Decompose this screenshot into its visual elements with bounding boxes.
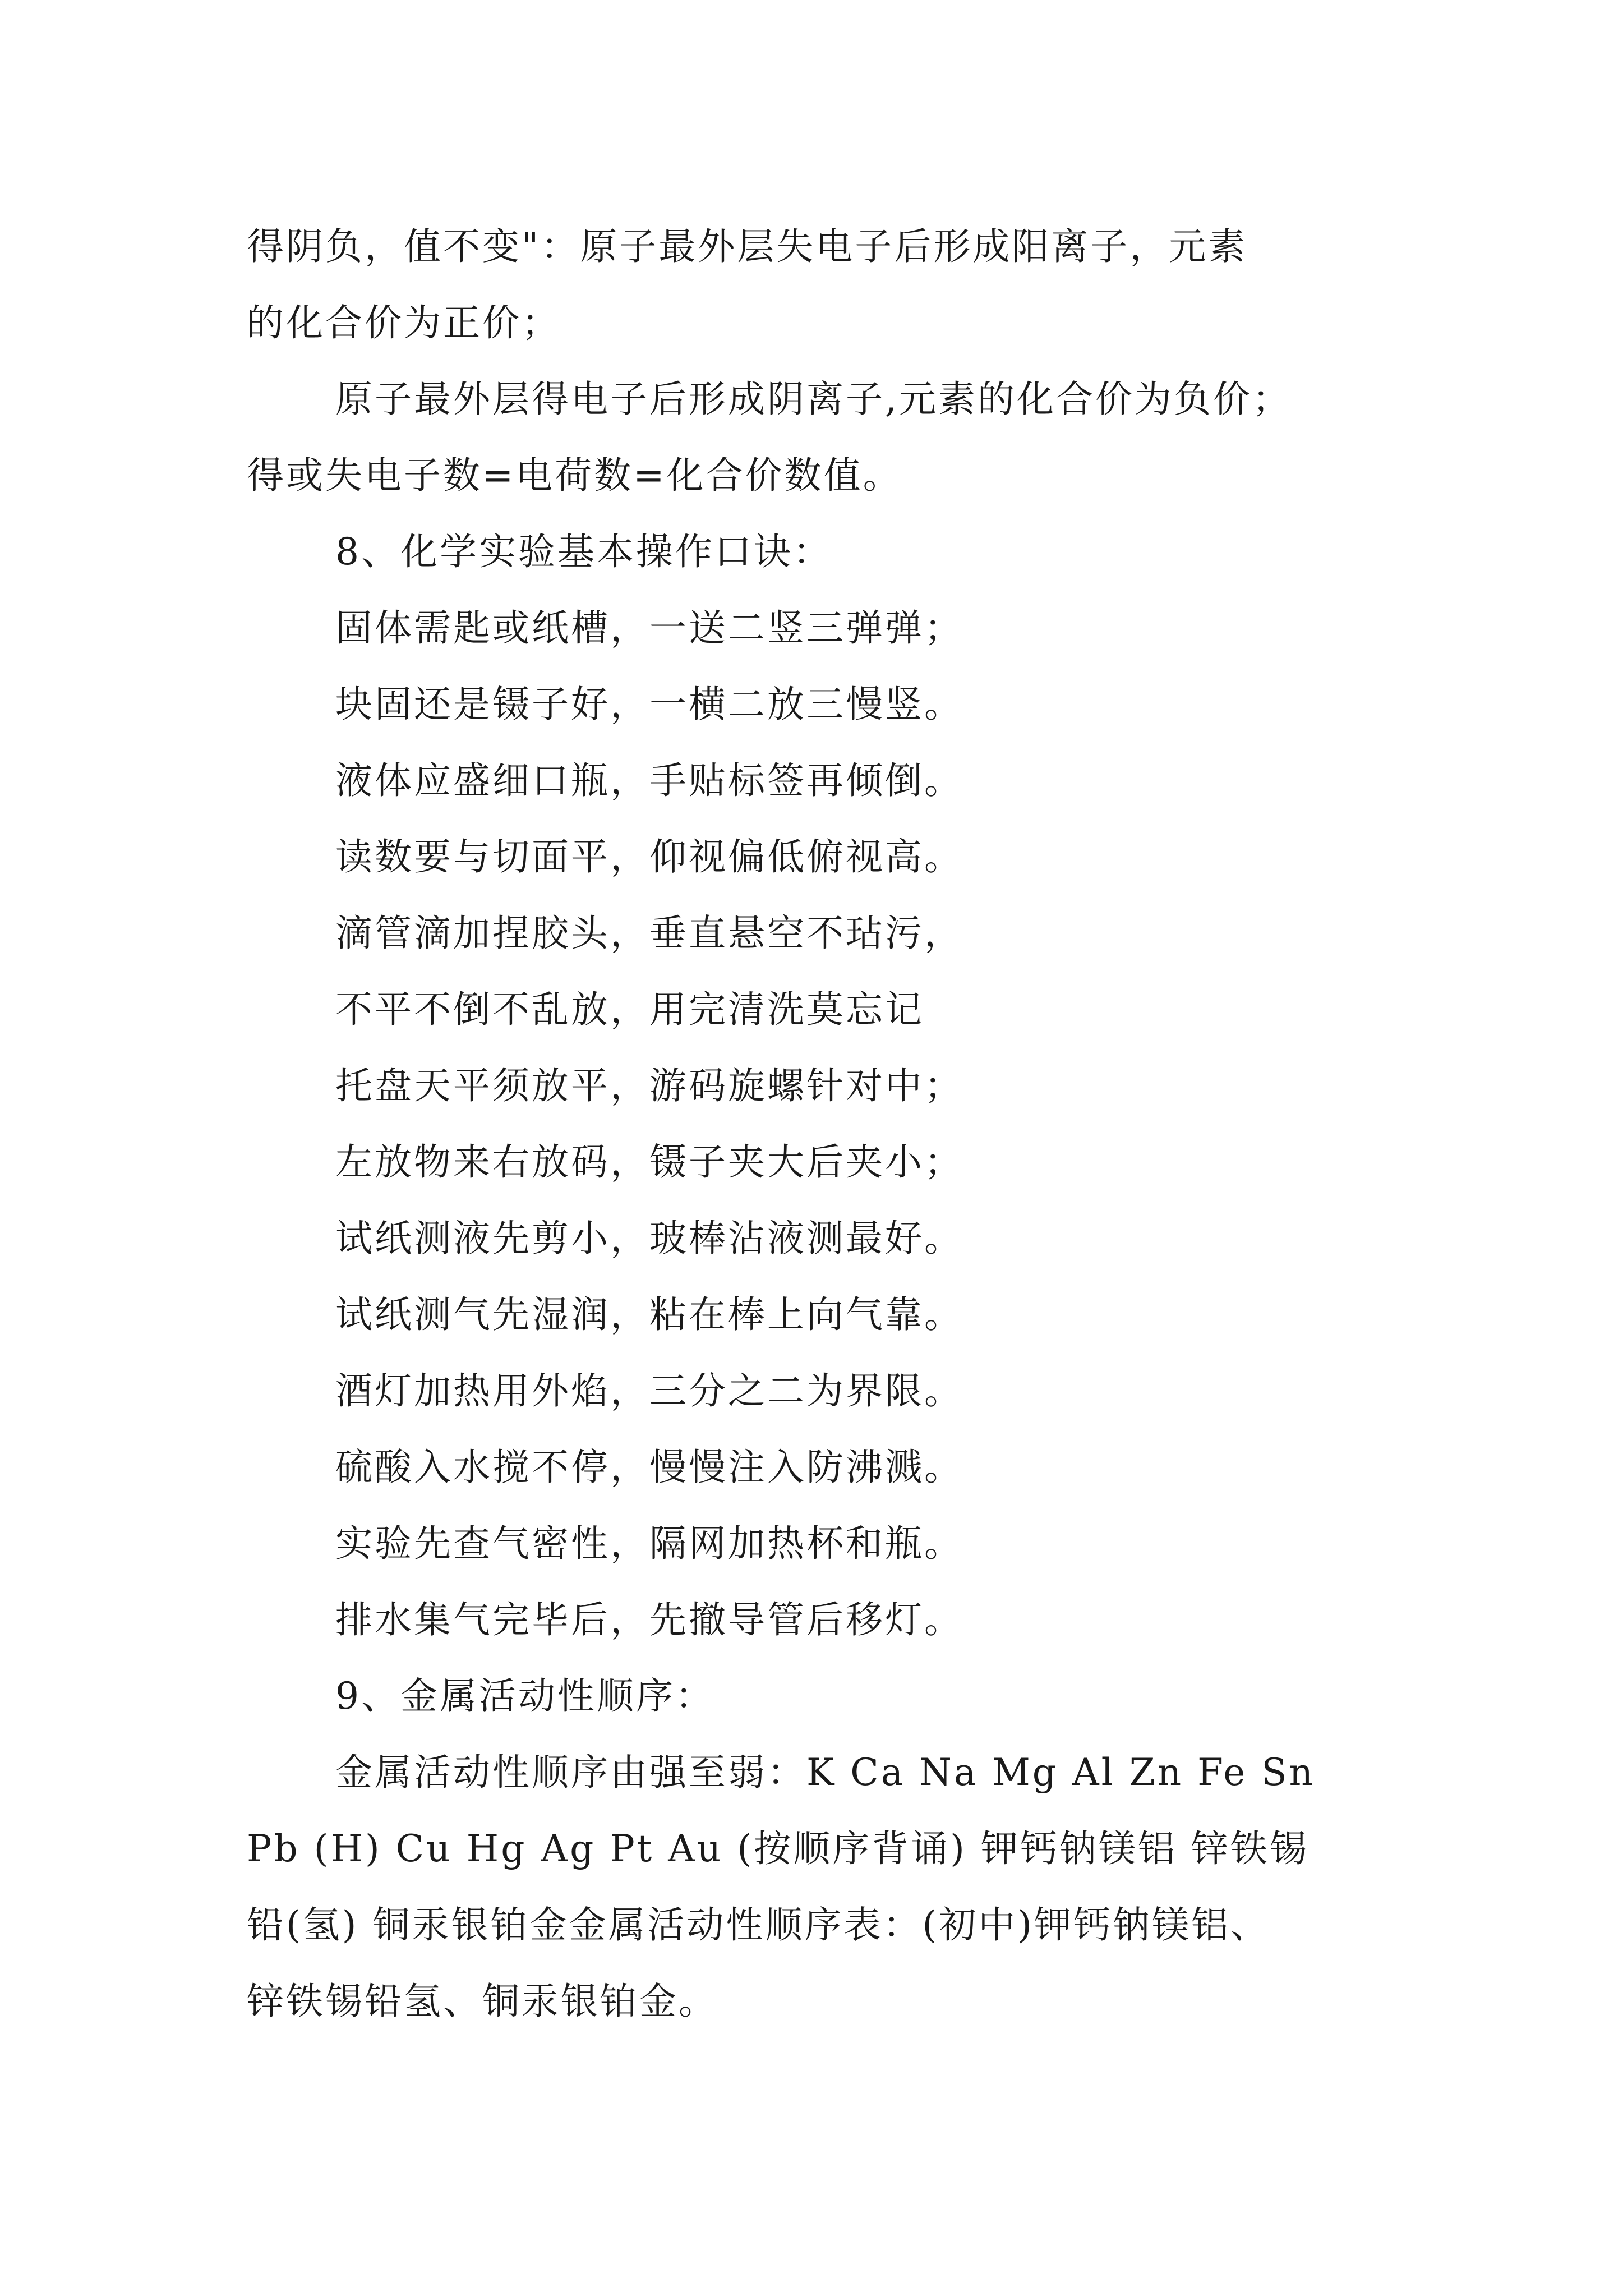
text-line: 读数要与切面平，仰视偏低俯视高。: [335, 835, 963, 878]
text-line: 原子最外层得电子后形成阴离子,元素的化合价为负价；: [335, 378, 1292, 421]
text-line: 的化合价为正价；: [247, 301, 561, 344]
section-heading: 9、金属活动性顺序：: [335, 1674, 714, 1718]
text-line: 块固还是镊子好，一横二放三慢竖。: [335, 683, 963, 726]
section-heading: 8、化学实验基本操作口诀：: [335, 530, 832, 573]
text-line: 得或失电子数=电荷数=化合价数值。: [247, 454, 902, 497]
text-line: 铅(氢) 铜汞银铂金金属活动性顺序表：(初中)钾钙钠镁铝、: [247, 1903, 1270, 1947]
text-line: 实验先查气密性，隔网加热杯和瓶。: [335, 1522, 963, 1565]
text-line: Pb (H) Cu Hg Ag Pt Au (按顺序背诵) 钾钙钠镁铝 锌铁锡: [247, 1827, 1309, 1870]
text-line: 试纸测液先剪小，玻棒沾液测最好。: [335, 1217, 963, 1260]
text-line: 排水集气完毕后，先撤导管后移灯。: [335, 1598, 963, 1641]
text-line: 金属活动性顺序由强至弱：K Ca Na Mg Al Zn Fe Sn: [335, 1751, 1316, 1794]
text-line: 试纸测气先湿润，粘在棒上向气靠。: [335, 1293, 963, 1336]
document-body: [247, 209, 1391, 2040]
text-line: 酒灯加热用外焰，三分之二为界限。: [335, 1369, 963, 1412]
text-line: 锌铁锡铅氢、铜汞银铂金。: [247, 1980, 718, 2023]
text-line: 得阴负，值不变"：原子最外层失电子后形成阳离子，元素: [247, 225, 1248, 268]
text-line: 左放物来右放码，镊子夹大后夹小；: [335, 1140, 963, 1184]
text-line: 滴管滴加捏胶头，垂直悬空不玷污，: [335, 912, 963, 955]
text-line: 液体应盛细口瓶，手贴标签再倾倒。: [335, 759, 963, 802]
text-line: 固体需匙或纸槽，一送二竖三弹弹；: [335, 606, 963, 650]
text-line: 硫酸入水搅不停，慢慢注入防沸溅。: [335, 1446, 963, 1489]
text-line: 托盘天平须放平，游码旋螺针对中；: [335, 1064, 963, 1107]
text-line: 不平不倒不乱放，用完清洗莫忘记: [335, 988, 924, 1031]
